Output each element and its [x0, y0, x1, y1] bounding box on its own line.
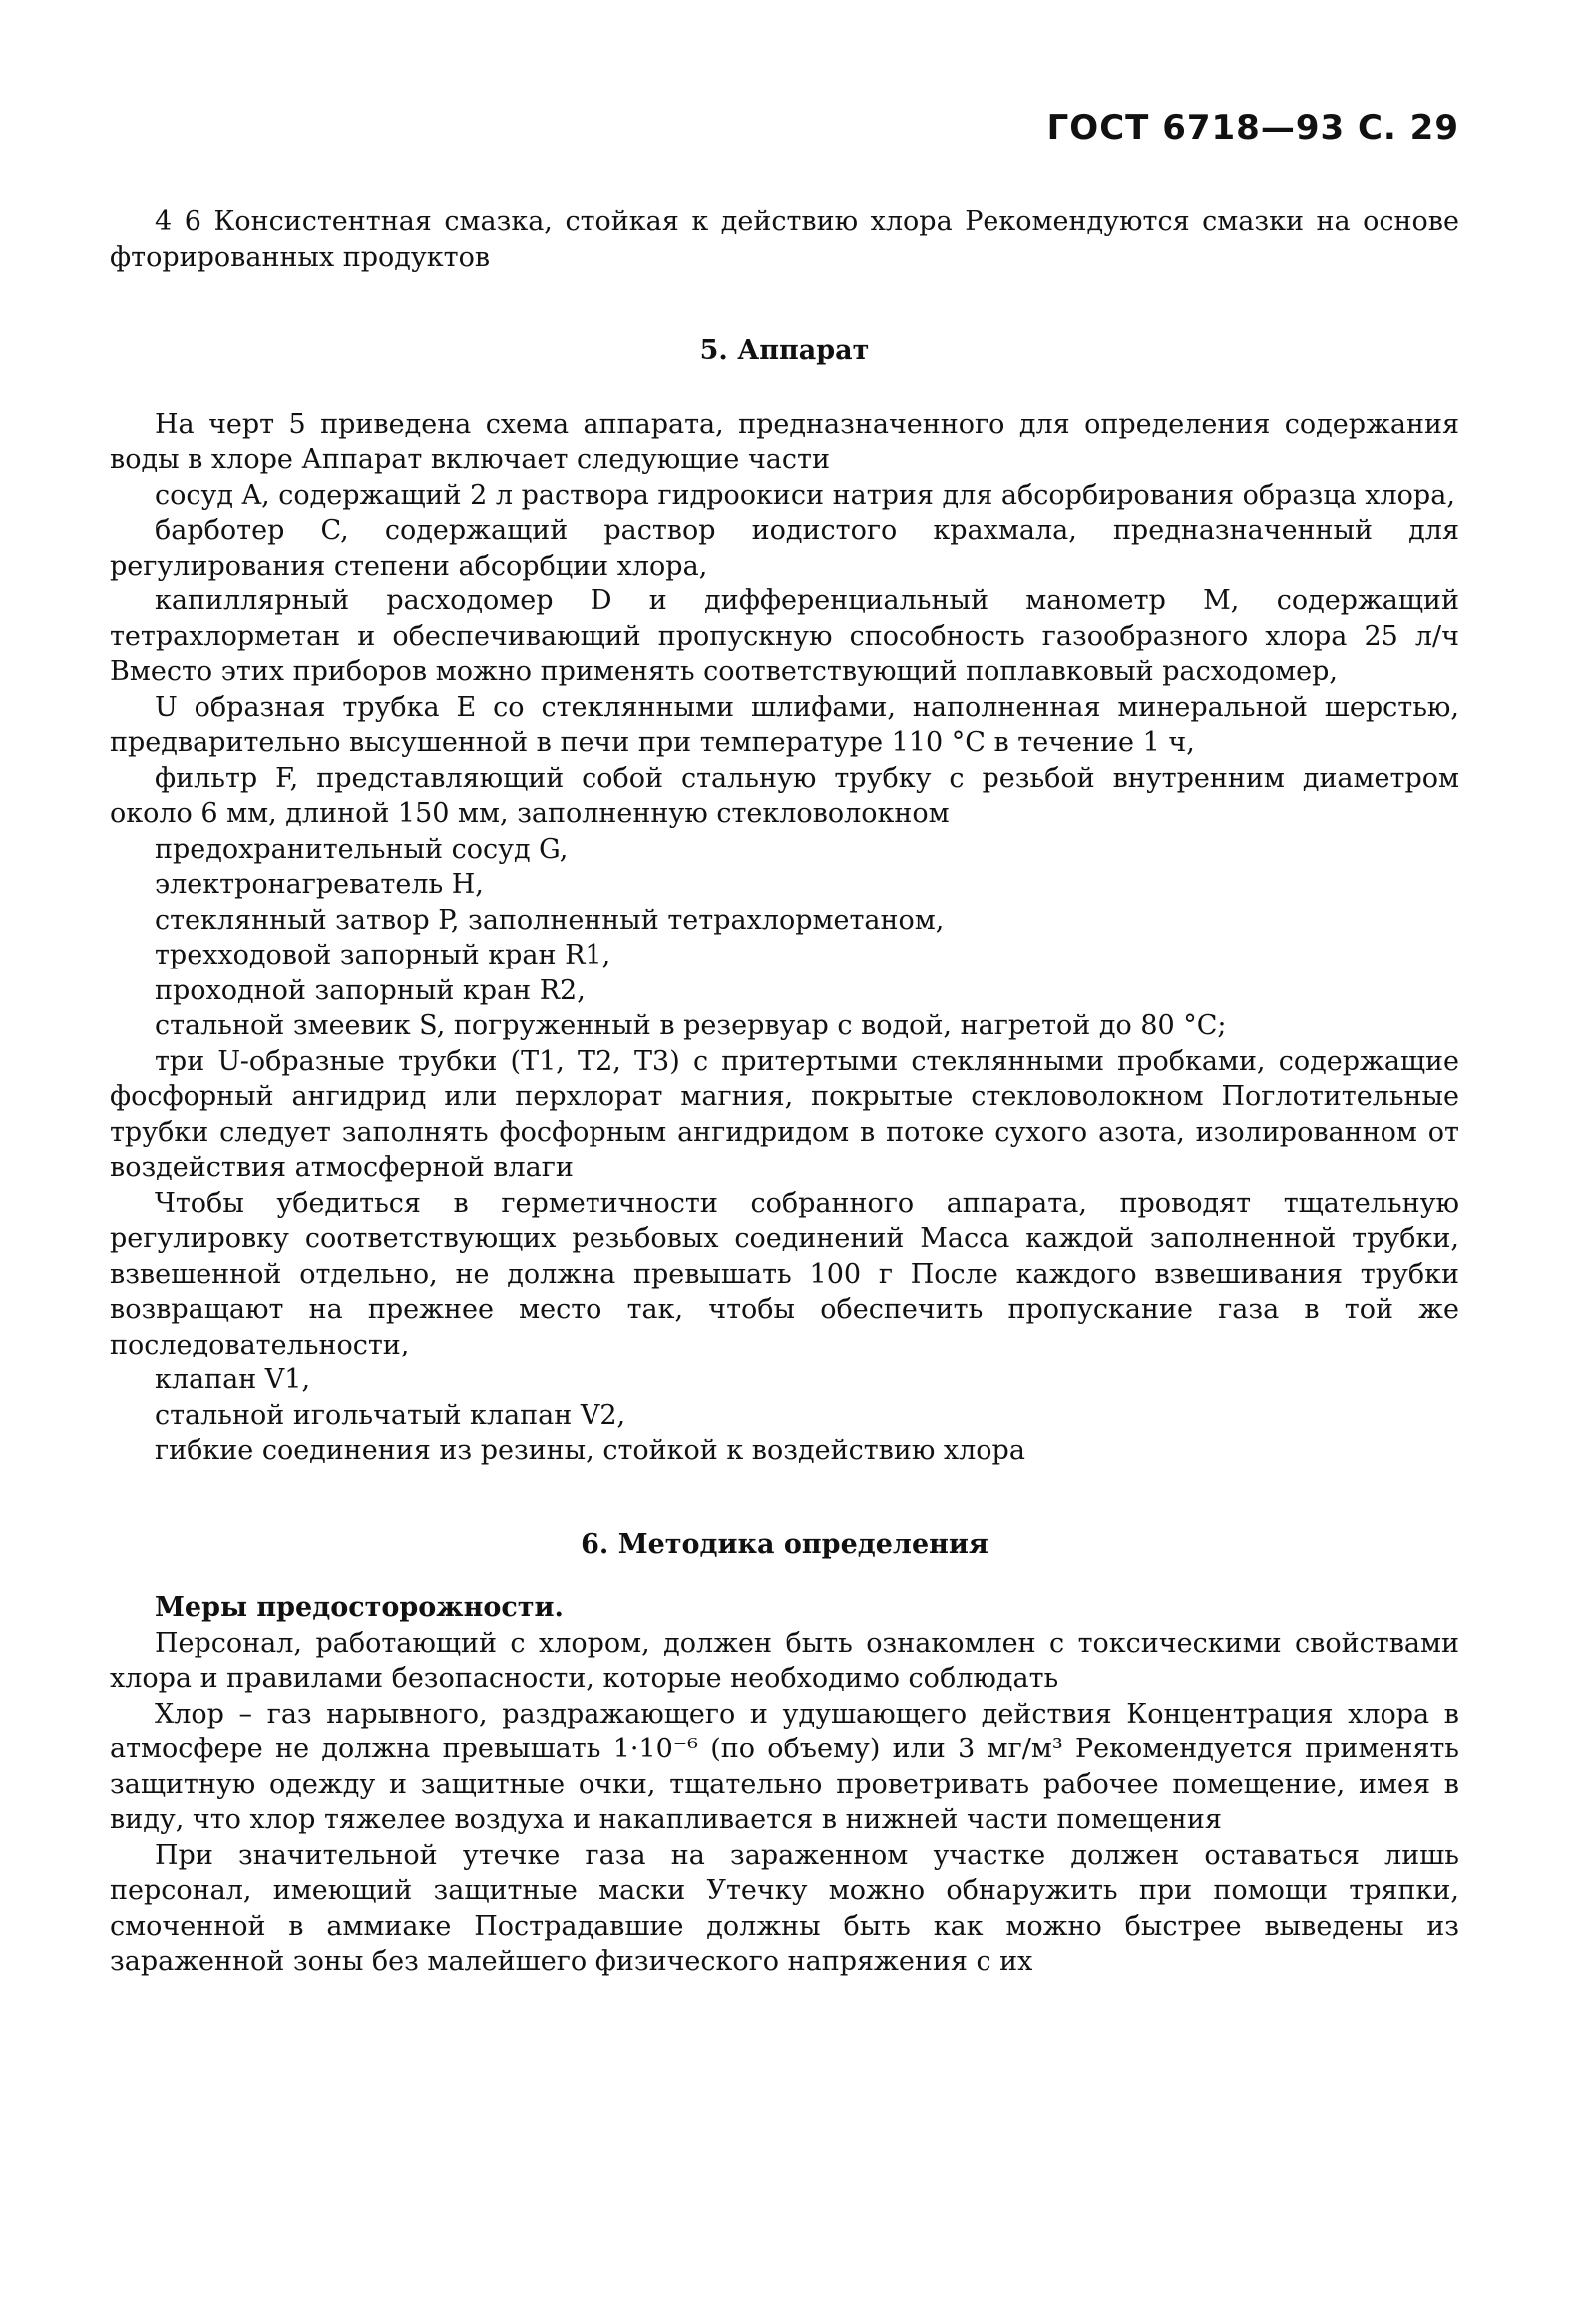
apparatus-item-c: барботер C, содержащий раствор иодистого крахмала, предназначенный для регулирования степени абсорбции хлора,	[110, 515, 1459, 581]
apparatus-item-d-m: капиллярный расходомер D и дифференциальный манометр M, содержащий тетрахлорметан и обеспечивающий пропускную способность газообразного хлора 25 л/ч Вместо этих приборов можно применять соответствующий поплавковый расходомер,	[110, 585, 1459, 687]
apparatus-item-p: стеклянный затвор P, заполненный тетрахлорметаном,	[155, 904, 945, 936]
apparatus-item-h: электронагреватель H,	[155, 869, 484, 900]
safety-heading: Меры предосторожности.	[155, 1592, 564, 1623]
apparatus-item-g: предохранительный сосуд G,	[155, 833, 569, 865]
section-6-title: 6. Методика определения	[581, 1528, 988, 1560]
running-header: ГОСТ 6718—93 С. 29	[1046, 108, 1459, 148]
safety-paragraph-1: Персонал, работающий с хлором, должен быть ознакомлен с токсическими свойствами хлора и правилами безопасности, которые необходимо соблюдать	[110, 1627, 1459, 1694]
item-4-6: 4 6 Консистентная смазка, стойкая к действию хлора Рекомендуются смазки на основе фторированных продуктов	[110, 206, 1459, 273]
apparatus-item-tubes: три U-образные трубки (T1, T2, T3) с притертыми стеклянными пробками, содержащие фосфорный ангидрид или перхлорат магния, покрытые стекловолокном Поглотительные трубки следует заполнять фосфорным ангидридом в потоке сухого азота, изолированном от воздействия атмосферной влаги	[110, 1045, 1459, 1183]
document-body	[110, 204, 1459, 1980]
section-5-title: 5. Аппарат	[699, 335, 870, 366]
apparatus-item-v2: стальной игольчатый клапан V2,	[155, 1399, 626, 1431]
apparatus-item-r2: проходной запорный кран R2,	[155, 974, 586, 1006]
apparatus-check-paragraph: Чтобы убедиться в герметичности собранного аппарата, проводят тщательную регулировку соответствующих резьбовых соединений Масса каждой заполненной трубки, взвешенной отдельно, не должна превышать 100 г После каждого взвешивания трубки возвращают на прежнее место так, чтобы обеспечить пропускание газа в той же последовательности,	[110, 1187, 1459, 1360]
apparatus-item-r1: трехходовой запорный кран R1,	[155, 940, 611, 970]
apparatus-item-s: стальной змеевик S, погруженный в резервуар с водой, нагретой до 80 °C;	[155, 1010, 1227, 1041]
apparatus-item-e: U образная трубка E со стеклянными шлифами, наполненная минеральной шерстью, предварительно высушенной в печи при температуре 110 °C в течение 1 ч,	[110, 691, 1459, 758]
section-5-intro: На черт 5 приведена схема аппарата, предназначенного для определения содержания воды в хлоре Аппарат включает следующие части	[110, 408, 1459, 475]
apparatus-item-hoses: гибкие соединения из резины, стойкой к воздействию хлора	[155, 1435, 1025, 1466]
apparatus-item-a: сосуд A, содержащий 2 л раствора гидроокиси натрия для абсорбирования образца хлора,	[155, 479, 1455, 511]
apparatus-item-v1: клапан V1,	[155, 1364, 311, 1395]
safety-paragraph-3: При значительной утечке газа на зараженном участке должен оставаться лишь персонал, имеющий защитные маски Утечку можно обнаружить при помощи тряпки, смоченной в аммиаке Пострадавшие должны быть как можно быстрее выведены из зараженной зоны без малейшего физического напряжения с их	[110, 1839, 1459, 1977]
apparatus-item-f: фильтр F, представляющий собой стальную трубку с резьбой внутренним диаметром около 6 мм, длиной 150 мм, заполненную стекловолокном	[110, 762, 1459, 829]
safety-paragraph-2: Хлор – газ нарывного, раздражающего и удушающего действия Концентрация хлора в атмосфере не должна превышать 1·10⁻⁶ (по объему) или 3 мг/м³ Рекомендуется применять защитную одежду и защитные очки, тщательно проветривать рабочее помещение, имея в виду, что хлор тяжелее воздуха и накапливается в нижней части помещения	[110, 1698, 1459, 1835]
